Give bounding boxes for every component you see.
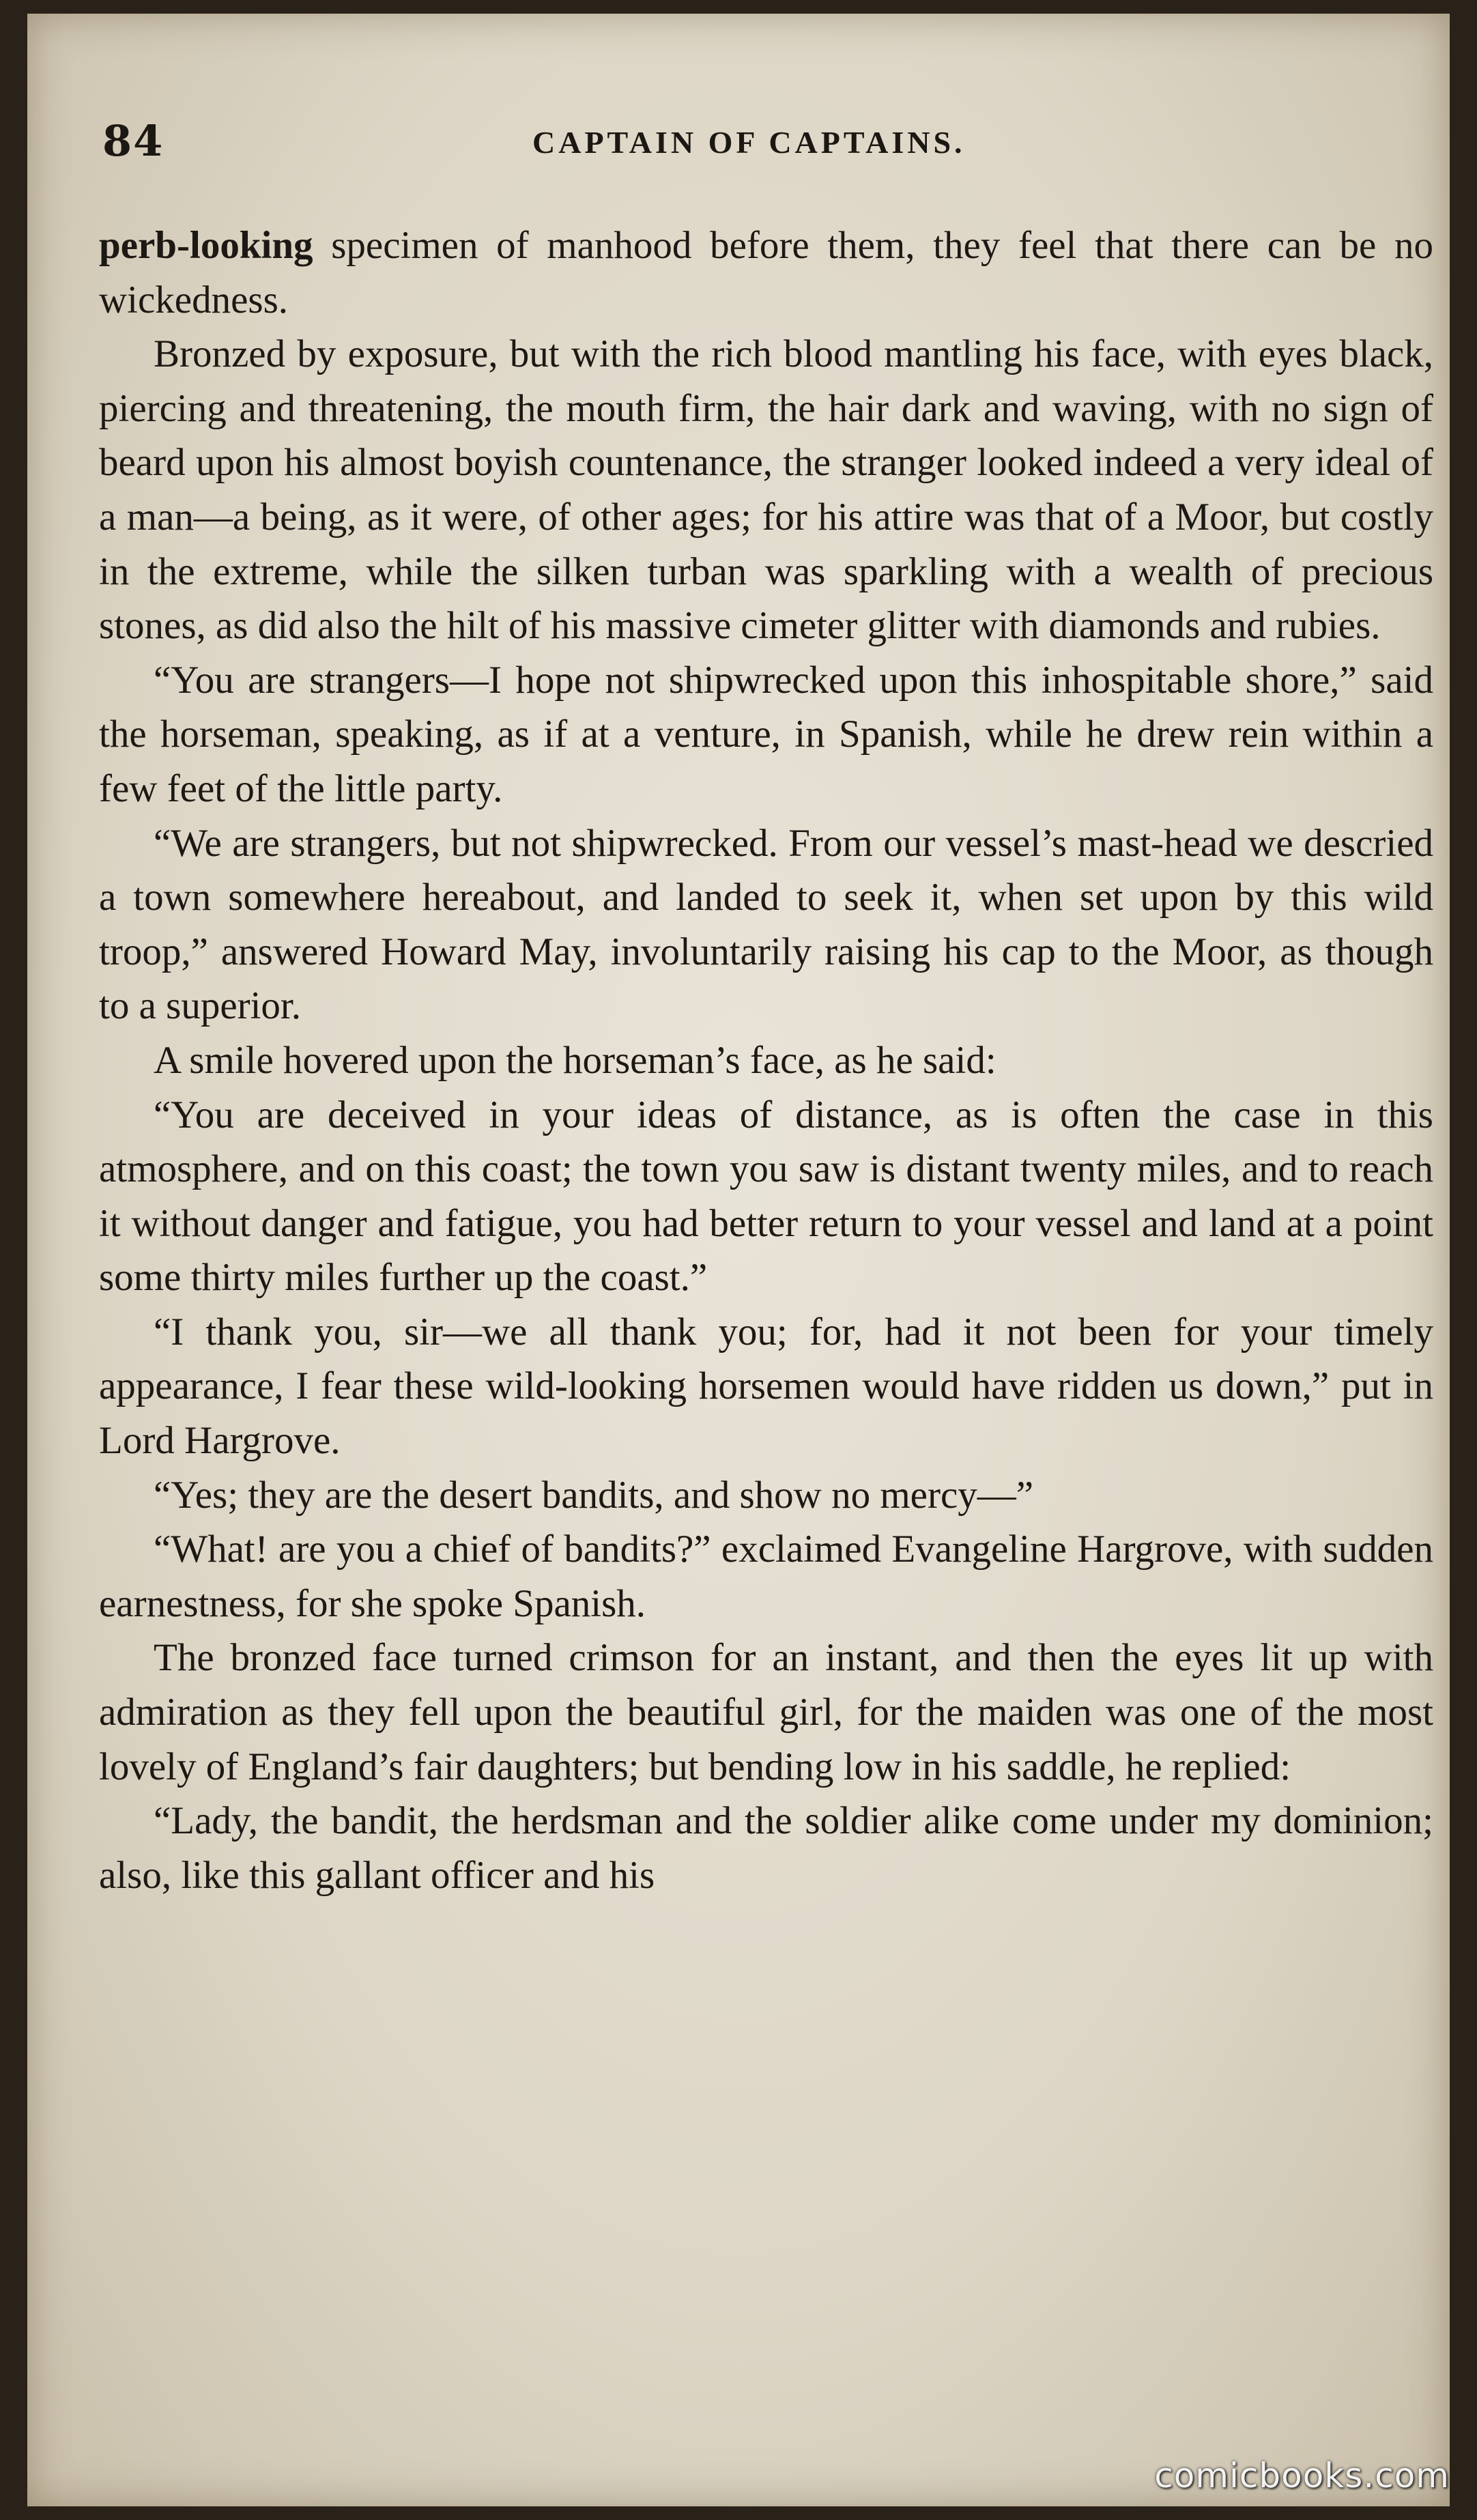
paragraph: “We are strangers, but not shipwrecked. From our vessel’s mast-head we descried a town somewhere hereabout, and landed to seek it, when set upon by this wild troop,” answered Howard May, involuntarily raising his cap to the Moor, as though to a superior. [99,821,1433,1028]
paragraph: A smile hovered upon the horseman’s face, as he said: [154,1038,996,1082]
paragraph: “Lady, the bandit, the herdsman and the soldier alike come under my dominion; also, like this gallant officer and his [99,1799,1433,1897]
paragraph: Bronzed by exposure, but with the rich blood mantling his face, with eyes black, piercing and threatening, the mouth firm, the hair dark and waving, with no sign of beard upon his almost boyish countenance, the stranger looked indeed a very ideal of a man—a being, as it were, of other ages; for his attire was that of a Moor, but costly in the extreme, while the silken turban was sparkling with a wealth of precious stones, as did also the hilt of his massive cimeter glitter with diamonds and rubies. [99,332,1433,648]
paragraph: “What! are you a chief of bandits?” exclaimed Evangeline Hargrove, with sudden earnestness, for she spoke Spanish. [99,1528,1433,1625]
paragraph [99,218,1433,327]
page-number: 84 [102,116,164,166]
running-head: CAPTAIN OF CAPTAINS. [532,125,966,160]
paragraph: “You are deceived in your ideas of distance, as is often the case in this atmosphere, and on this coast; the town you saw is distant twenty miles, and to reach it without danger and fatigue, you had better return to your vessel and land at a point some thirty miles further up the coast.” [99,1093,1433,1300]
body-text [99,218,1433,1902]
watermark: comicbooks.com [1154,2456,1450,2495]
paragraph: “I thank you, sir—we all thank you; for, had it not been for your timely appearance, I fear these wild-looking horsemen would have ridden us down,” put in Lord Hargrove. [99,1310,1433,1463]
page-header [102,116,1433,177]
book-page [27,14,1450,2506]
paragraph: “You are strangers—I hope not shipwrecked upon this inhospitable shore,” said the horseman, speaking, as if at a venture, in Spanish, while he drew rein within a few feet of the little party. [99,658,1433,810]
paragraph: The bronzed face turned crimson for an instant, and then the eyes lit up with admiration as they fell upon the beautiful girl, for the maiden was one of the most lovely of England’s fair daughters; but bending low in his saddle, he replied: [99,1636,1433,1788]
paragraph: “Yes; they are the desert bandits, and show no mercy—” [154,1473,1034,1517]
continued-word: perb-looking [99,224,313,267]
paragraph-text: specimen of manhood before them, they feel that there can be no wickedness. [99,224,1433,321]
